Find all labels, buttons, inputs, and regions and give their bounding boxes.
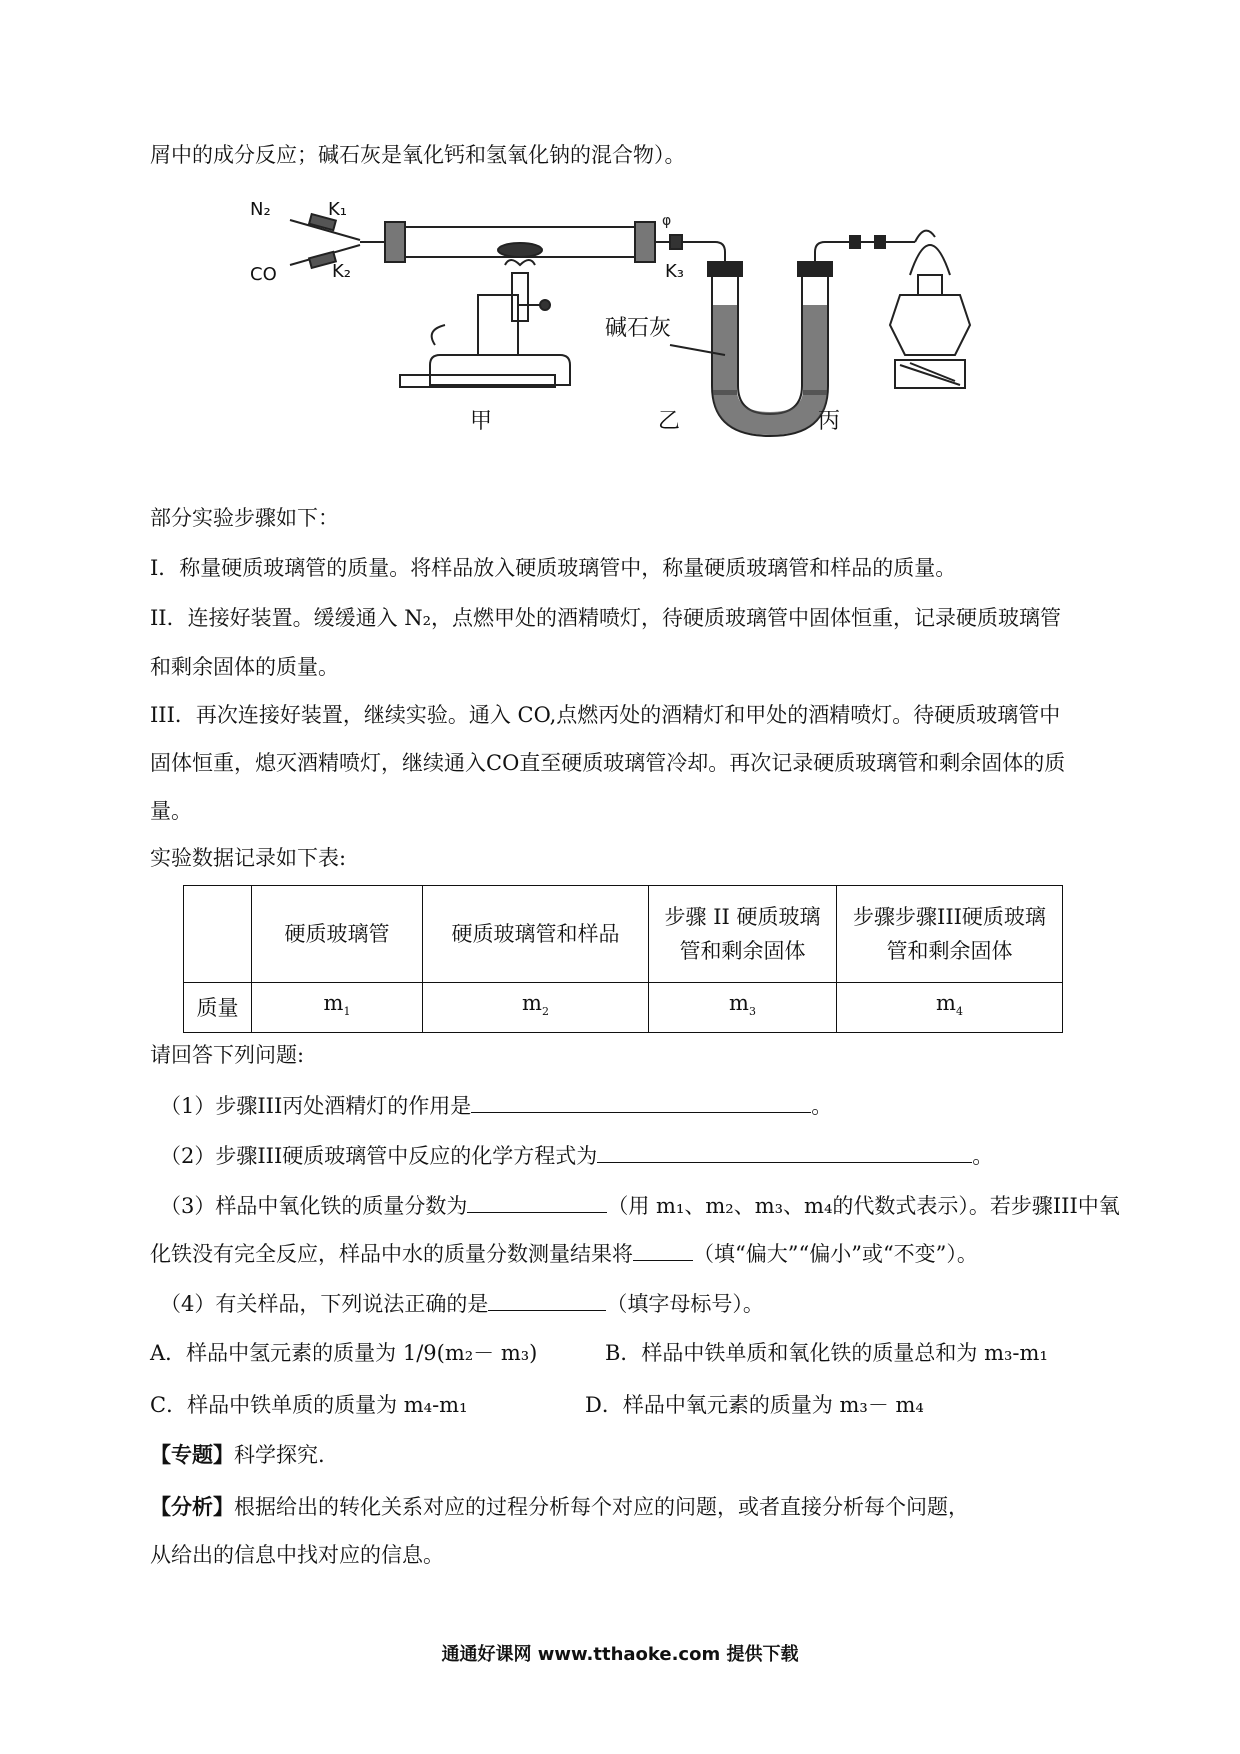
step-1: Ⅰ．称量硬质玻璃管的质量。将样品放入硬质玻璃管中，称量硬质玻璃管和样品的质量。: [150, 556, 957, 580]
table-cell: $m_1$: [252, 983, 423, 1033]
header-col3-line1: 步骤 II 硬质玻璃: [664, 905, 821, 929]
apparatus-c-label: 丙: [818, 409, 841, 434]
header-col4-line1: 步骤步骤III硬质玻璃: [853, 905, 1046, 929]
answer-blank-3b[interactable]: [633, 1238, 693, 1261]
question-1: （1）步骤III丙处酒精灯的作用是 。: [160, 1090, 832, 1121]
topic-line: [150, 1440, 325, 1470]
table-row: [184, 983, 1063, 1033]
absorbent-label: 碱石灰: [605, 316, 672, 341]
valve2-label: K₂: [332, 261, 352, 282]
answer-blank-3a[interactable]: [467, 1190, 607, 1213]
valve3-label: K₃: [665, 261, 685, 282]
valve1-label: K₁: [328, 199, 348, 220]
option-a: A．样品中氢元素的质量为 1/9(m₂－ m₃): [150, 1341, 538, 1365]
header-col3-line2: 管和剩余固体: [679, 939, 806, 963]
table-cell: $m_2$: [423, 983, 649, 1033]
question-4: （4）有关样品，下列说法正确的是 （填字母标号）。: [160, 1288, 764, 1319]
question-2: （2）步骤III硬质玻璃管中反应的化学方程式为 。: [160, 1140, 993, 1171]
header-col4-line2: 管和剩余固体: [886, 939, 1013, 963]
apparatus-diagram: [250, 195, 990, 495]
option-b: B．样品中铁单质和氧化铁的质量总和为 m₃-m₁: [605, 1341, 1048, 1365]
table-heading: 实验数据记录如下表:: [150, 846, 347, 870]
table-corner-cell: [184, 886, 252, 983]
question-3-line-2: 化铁没有完全反应，样品中水的质量分数测量结果将 （填“偏大”“偏小”或“不变”）。: [150, 1238, 978, 1269]
intro-line: 屑中的成分反应；碱石灰是氧化钙和氢氧化钠的混合物）。: [150, 143, 686, 167]
topic-tag: 【专题】: [150, 1442, 234, 1467]
analysis-line-2: 从给出的信息中找对应的信息。: [150, 1543, 444, 1567]
analysis-tag: 【分析】: [150, 1494, 234, 1519]
analysis-line-1: 【分析】根据给出的转化关系对应的过程分析每个对应的问题，或者直接分析每个问题，: [150, 1494, 969, 1519]
topic-text: 科学探究.: [234, 1443, 325, 1467]
table-cell: $m_4$: [837, 983, 1063, 1033]
row-label: 质量: [184, 983, 252, 1033]
step-3-line-3: 量。: [150, 799, 192, 823]
step-3-line-2: 固体恒重，熄灭酒精喷灯，继续通入CO直至硬质玻璃管冷却。再次记录硬质玻璃管和剩余固体的质: [150, 751, 1066, 775]
step-2-line-2: 和剩余固体的质量。: [150, 655, 339, 679]
step-2-line-1: II．连接好装置。缓缓通入 N₂，点燃甲处的酒精喷灯，待硬质玻璃管中固体恒重，记录硬质玻璃管: [150, 606, 1062, 630]
questions-heading: 请回答下列问题:: [150, 1043, 305, 1067]
table-header-row: [184, 886, 1063, 983]
step-3-line-1: III．再次连接好装置，继续实验。通入 CO,点燃丙处的酒精灯和甲处的酒精喷灯。待硬质玻璃管中: [150, 703, 1061, 727]
option-d: D．样品中氧元素的质量为 m₃－ m₄: [585, 1393, 924, 1417]
steps-heading: 部分实验步骤如下：: [150, 506, 339, 530]
answer-blank-2[interactable]: [597, 1140, 972, 1163]
table-cell: $m_3$: [649, 983, 837, 1033]
data-table: [183, 885, 1063, 1033]
footer-text: 通通好课网 www.tthaoke.com 提供下载: [441, 1644, 799, 1665]
gas1-label: N₂: [250, 199, 271, 220]
table-header-cell: [837, 886, 1063, 983]
answer-blank-4[interactable]: [488, 1288, 606, 1311]
option-c: C．样品中铁单质的质量为 m₄-m₁: [150, 1393, 468, 1417]
table-header-cell: [649, 886, 837, 983]
apparatus-a-label: 甲: [470, 409, 493, 434]
apparatus-b-label: 乙: [658, 409, 681, 434]
svg-text:φ: φ: [662, 213, 672, 229]
table-header-cell: 硬质玻璃管和样品: [423, 886, 649, 983]
gas2-label: CO: [250, 264, 277, 285]
answer-blank-1[interactable]: [471, 1090, 811, 1113]
question-3-line-1: （3）样品中氧化铁的质量分数为 （用 m₁、m₂、m₃、m₄的代数式表示）。若步骤III中氧: [160, 1190, 1120, 1221]
table-header-cell: 硬质玻璃管: [252, 886, 423, 983]
